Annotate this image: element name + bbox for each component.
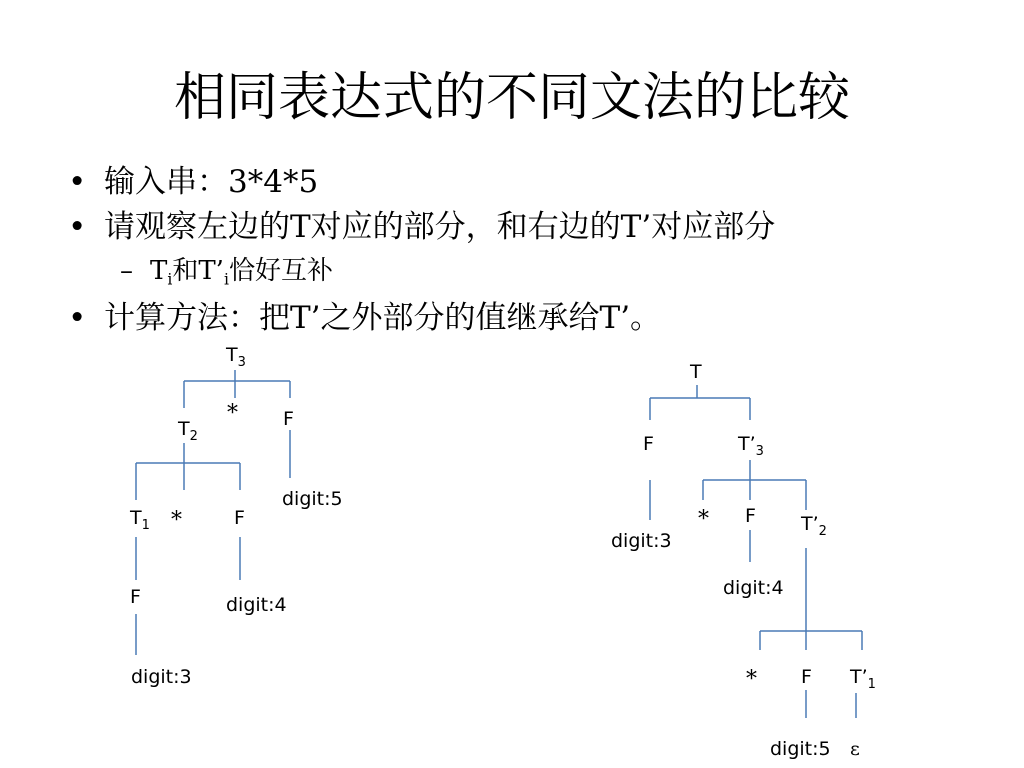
left-node-t3 — [226, 344, 246, 370]
left-node-f-mid: F — [234, 507, 245, 529]
right-node-digit5: digit:5 — [770, 738, 831, 760]
node-subscript: 3 — [755, 444, 764, 459]
left-node-f-low: F — [130, 586, 141, 608]
slide-title: 相同表达式的不同文法的比较 — [173, 68, 850, 128]
node-label: T’ — [850, 666, 868, 688]
left-node-digit3: digit:3 — [131, 666, 192, 688]
right-node-f-b: F — [745, 505, 756, 527]
right-node-f-c: F — [801, 666, 812, 688]
sub-bullet-dash: – — [120, 256, 133, 286]
bullet-dot: • — [68, 164, 87, 200]
sub-text-complement: 恰好互补 — [228, 256, 333, 286]
left-node-f-top: F — [283, 408, 294, 430]
right-node-tp3 — [738, 433, 764, 459]
bullet-text: 计算方法：把T’之外部分的值继承给T’。 — [104, 300, 662, 336]
node-label: T’ — [801, 513, 819, 535]
node-subscript: 2 — [818, 524, 827, 539]
sub-index-i: i — [223, 270, 229, 289]
right-node-digit3: digit:3 — [611, 530, 672, 552]
bullet-text: 输入串：3*4*5 — [104, 164, 319, 200]
node-subscript: 3 — [237, 355, 246, 370]
right-node-tp2 — [801, 513, 827, 539]
node-label: T — [226, 344, 238, 366]
bullet-dot: • — [68, 300, 87, 336]
bullet-dot: • — [68, 209, 87, 245]
node-subscript: 2 — [189, 429, 198, 444]
node-label: T — [178, 418, 190, 440]
bullet-text: 请观察左边的T对应的部分，和右边的T’对应部分 — [104, 209, 776, 245]
sub-text-and-tprime: 和T’ — [172, 256, 224, 286]
left-node-digit5: digit:5 — [282, 488, 343, 510]
left-node-t1 — [130, 507, 150, 533]
right-node-epsilon: ε — [850, 738, 860, 760]
right-node-digit4: digit:4 — [723, 577, 784, 599]
right-node-star-b: * — [746, 667, 757, 692]
sub-text-t: T — [150, 256, 168, 286]
left-node-t2 — [178, 418, 198, 444]
sub-index-i: i — [167, 270, 173, 289]
right-node-tp1 — [850, 666, 876, 692]
node-label: T — [130, 507, 142, 529]
node-subscript: 1 — [141, 518, 150, 533]
right-node-f-a: F — [643, 433, 654, 455]
node-subscript: 1 — [867, 677, 876, 692]
left-node-star-b: * — [171, 508, 182, 533]
left-node-digit4: digit:4 — [226, 594, 287, 616]
right-node-star-a: * — [698, 507, 709, 532]
left-node-star-a: * — [227, 401, 238, 426]
node-label: T’ — [738, 433, 756, 455]
right-node-t: T — [690, 361, 702, 383]
